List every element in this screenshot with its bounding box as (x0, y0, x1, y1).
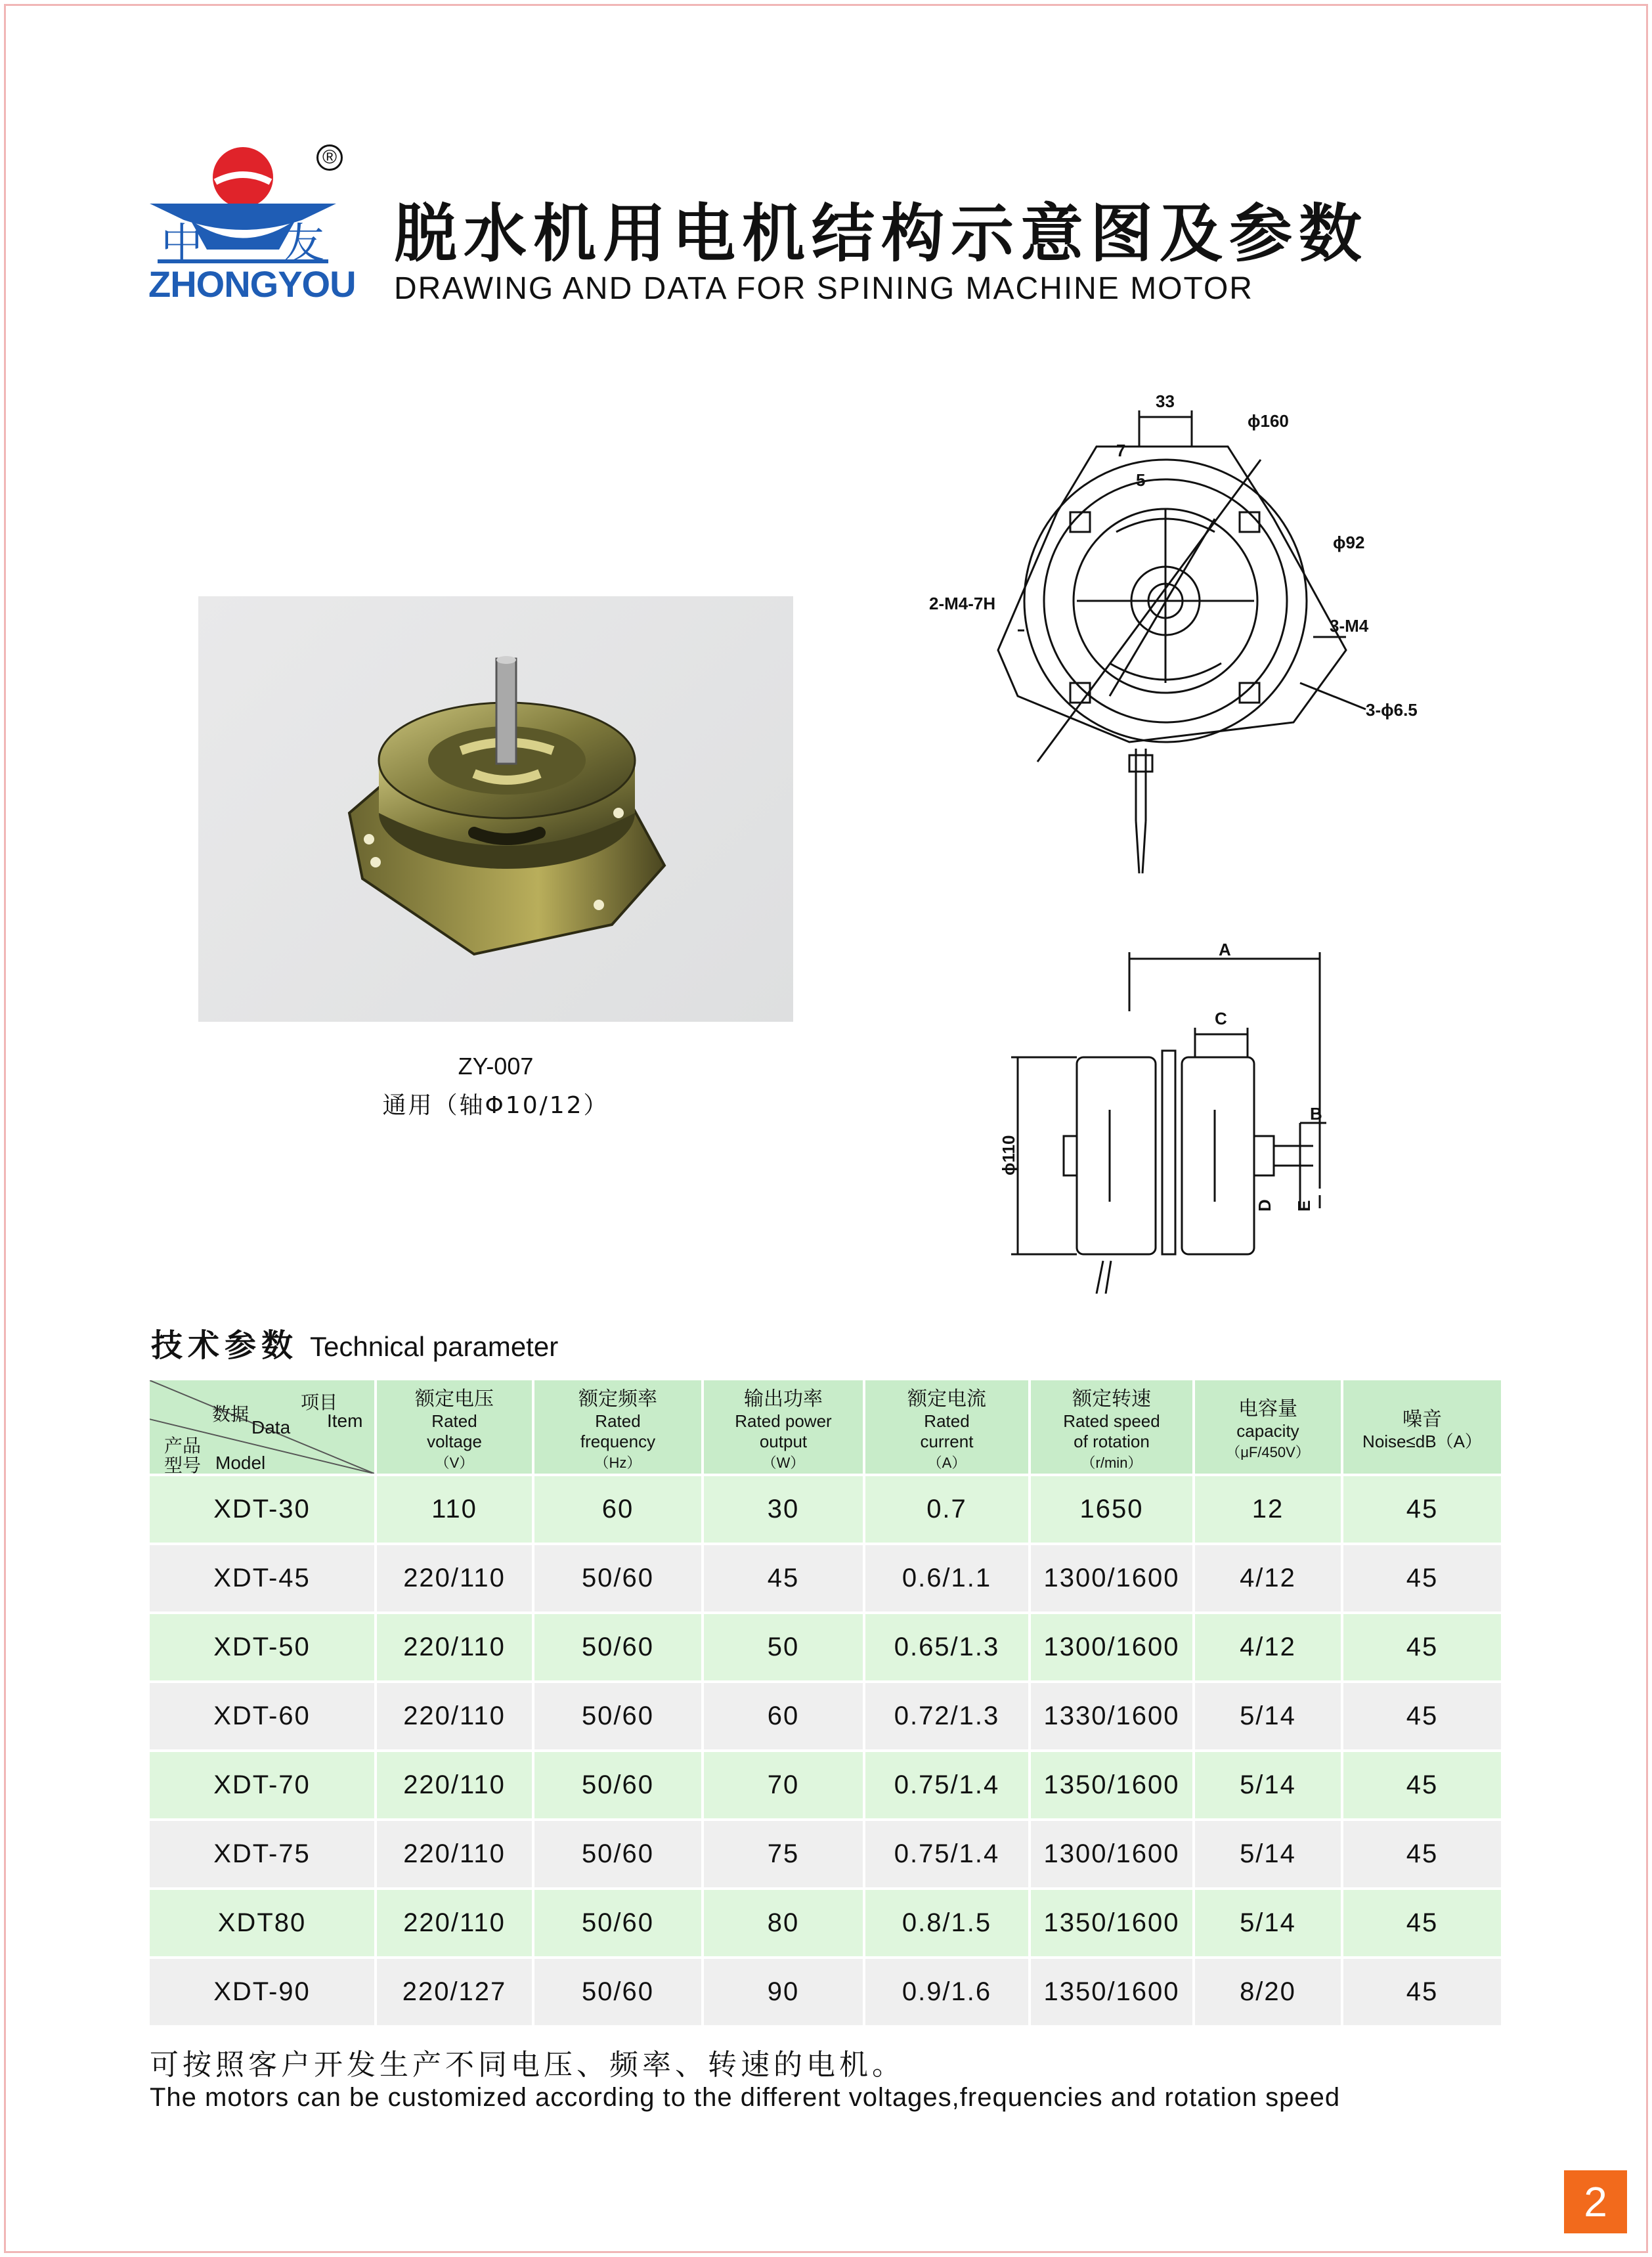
table-row (150, 1889, 1502, 1958)
dim-diameter-160: ϕ160 (1248, 411, 1289, 431)
cell-frequency: 50/60 (533, 1820, 703, 1889)
header-rated-current: 额定电流 Rated current （A） (864, 1380, 1030, 1475)
cell-speed: 1650 (1030, 1475, 1194, 1544)
cell-current: 0.8/1.5 (864, 1889, 1030, 1958)
cell-model: XDT-45 (150, 1544, 376, 1613)
cell-voltage: 220/127 (376, 1958, 533, 2027)
cell-voltage: 220/110 (376, 1751, 533, 1820)
cell-capacity: 5/14 (1194, 1682, 1342, 1751)
cell-capacity: 5/14 (1194, 1820, 1342, 1889)
cell-frequency: 50/60 (533, 1613, 703, 1682)
corner-item-cn: 项目 (301, 1391, 338, 1413)
section-title-en: Technical parameter (310, 1331, 559, 1362)
table-header-row (150, 1380, 1502, 1475)
cell-current: 0.6/1.1 (864, 1544, 1030, 1613)
motor-illustration (198, 596, 793, 1022)
cell-speed: 1300/1600 (1030, 1820, 1194, 1889)
cell-noise: 45 (1342, 1682, 1502, 1751)
cell-model: XDT80 (150, 1889, 376, 1958)
cell-frequency: 50/60 (533, 1958, 703, 2027)
cell-voltage: 220/110 (376, 1682, 533, 1751)
table-row (150, 1613, 1502, 1682)
section-title-cn: 技术参数 (151, 1327, 299, 1364)
cell-noise: 45 (1342, 1613, 1502, 1682)
customization-note-en: The motors can be customized according to the different voltages,frequencies and rotation speed (150, 2083, 1341, 2112)
cell-model: XDT-90 (150, 1958, 376, 2027)
corner-item-en: Item (327, 1411, 363, 1431)
cell-voltage: 110 (376, 1475, 533, 1544)
page-number-badge: 2 (1564, 2170, 1627, 2233)
customization-note-cn: 可按照客户开发生产不同电压、频率、转速的电机。 (150, 2048, 905, 2082)
cell-capacity: 12 (1194, 1475, 1342, 1544)
cell-model: XDT-30 (150, 1475, 376, 1544)
dim-33: 33 (1156, 391, 1175, 411)
cell-model: XDT-70 (150, 1751, 376, 1820)
cell-frequency: 50/60 (533, 1751, 703, 1820)
cell-capacity: 8/20 (1194, 1958, 1342, 2027)
cell-power: 70 (703, 1751, 864, 1820)
corner-model-cn: 型号 (164, 1455, 202, 1476)
label-3-hole: 3-ϕ6.5 (1366, 700, 1418, 720)
cell-power: 45 (703, 1544, 864, 1613)
technical-parameter-table (150, 1380, 1504, 2028)
cell-power: 75 (703, 1820, 864, 1889)
corner-model-en: Model (215, 1453, 266, 1473)
cell-voltage: 220/110 (376, 1889, 533, 1958)
cell-frequency: 60 (533, 1475, 703, 1544)
dim-a: A (1219, 940, 1231, 959)
cell-voltage: 220/110 (376, 1544, 533, 1613)
cell-noise: 45 (1342, 1751, 1502, 1820)
cell-power: 80 (703, 1889, 864, 1958)
cell-model: XDT-60 (150, 1682, 376, 1751)
cell-capacity: 4/12 (1194, 1544, 1342, 1613)
header-rated-speed: 额定转速 Rated speed of rotation （r/min） (1030, 1380, 1194, 1475)
front-view-drawing (919, 374, 1464, 873)
cell-voltage: 220/110 (376, 1820, 533, 1889)
header-rated-voltage: 额定电压 Rated voltage （V） (376, 1380, 533, 1475)
cell-frequency: 50/60 (533, 1889, 703, 1958)
cell-frequency: 50/60 (533, 1544, 703, 1613)
dim-d: D (1255, 1199, 1274, 1212)
cell-current: 0.75/1.4 (864, 1751, 1030, 1820)
corner-product-cn: 产品 (164, 1435, 202, 1457)
cell-capacity: 4/12 (1194, 1613, 1342, 1682)
cell-power: 90 (703, 1958, 864, 2027)
header-rated-power: 输出功率 Rated power output （W） (703, 1380, 864, 1475)
corner-data-cn: 数据 (212, 1403, 250, 1425)
cell-power: 60 (703, 1682, 864, 1751)
cell-noise: 45 (1342, 1820, 1502, 1889)
cell-frequency: 50/60 (533, 1682, 703, 1751)
cell-capacity: 5/14 (1194, 1889, 1342, 1958)
header-corner-cell (150, 1380, 376, 1475)
registered-mark: ® (316, 144, 343, 171)
dim-diameter-92: ϕ92 (1333, 533, 1365, 552)
table-row (150, 1820, 1502, 1889)
table-row (150, 1751, 1502, 1820)
cell-model: XDT-75 (150, 1820, 376, 1889)
dim-diameter-110: ϕ110 (999, 1135, 1018, 1175)
label-3-m4: 3-M4 (1330, 616, 1369, 636)
cell-current: 0.72/1.3 (864, 1682, 1030, 1751)
cell-speed: 1350/1600 (1030, 1751, 1194, 1820)
label-2-m4-7h: 2-M4-7H (929, 594, 996, 613)
product-model: ZY-007 (458, 1053, 534, 1080)
motor-photo (198, 596, 793, 1022)
product-shaft-spec: 通用（轴Φ10/12） (382, 1092, 609, 1119)
cell-power: 50 (703, 1613, 864, 1682)
brand-name-cn-1: 中 (161, 220, 203, 269)
cell-noise: 45 (1342, 1958, 1502, 2027)
cell-speed: 1350/1600 (1030, 1889, 1194, 1958)
cell-speed: 1300/1600 (1030, 1544, 1194, 1613)
brand-logo (144, 141, 356, 312)
cell-noise: 45 (1342, 1475, 1502, 1544)
table-row (150, 1958, 1502, 2027)
side-view-drawing (998, 939, 1366, 1294)
table-row (150, 1475, 1502, 1544)
cell-model: XDT-50 (150, 1613, 376, 1682)
section-heading (151, 1320, 558, 1365)
cell-speed: 1330/1600 (1030, 1682, 1194, 1751)
cell-speed: 1350/1600 (1030, 1958, 1194, 2027)
cell-current: 0.75/1.4 (864, 1820, 1030, 1889)
dim-5: 5 (1136, 470, 1146, 490)
cell-capacity: 5/14 (1194, 1751, 1342, 1820)
dim-c: C (1215, 1009, 1227, 1028)
page-title-cn: 脱水机用电机结构示意图及参数 (394, 197, 1368, 271)
header-capacity: 电容量 capacity （μF/450V） (1194, 1380, 1342, 1475)
cell-current: 0.7 (864, 1475, 1030, 1544)
cell-current: 0.9/1.6 (864, 1958, 1030, 2027)
brand-name-cn-2: 友 (282, 220, 324, 269)
cell-speed: 1300/1600 (1030, 1613, 1194, 1682)
header-rated-frequency: 额定频率 Rated frequency （Hz） (533, 1380, 703, 1475)
cell-current: 0.65/1.3 (864, 1613, 1030, 1682)
table-row (150, 1544, 1502, 1613)
cell-voltage: 220/110 (376, 1613, 533, 1682)
cell-power: 30 (703, 1475, 864, 1544)
dim-b: B (1310, 1104, 1322, 1124)
page-title-en: DRAWING AND DATA FOR SPINING MACHINE MOTOR (394, 271, 1253, 306)
brand-name-en: ZHONGYOU (148, 263, 356, 305)
cell-noise: 45 (1342, 1544, 1502, 1613)
header-noise: 噪音 Noise≤dB（A） (1342, 1380, 1502, 1475)
dim-7: 7 (1116, 441, 1126, 460)
dim-e: E (1294, 1200, 1314, 1212)
table-row (150, 1682, 1502, 1751)
corner-data-en: Data (251, 1417, 291, 1437)
cell-noise: 45 (1342, 1889, 1502, 1958)
